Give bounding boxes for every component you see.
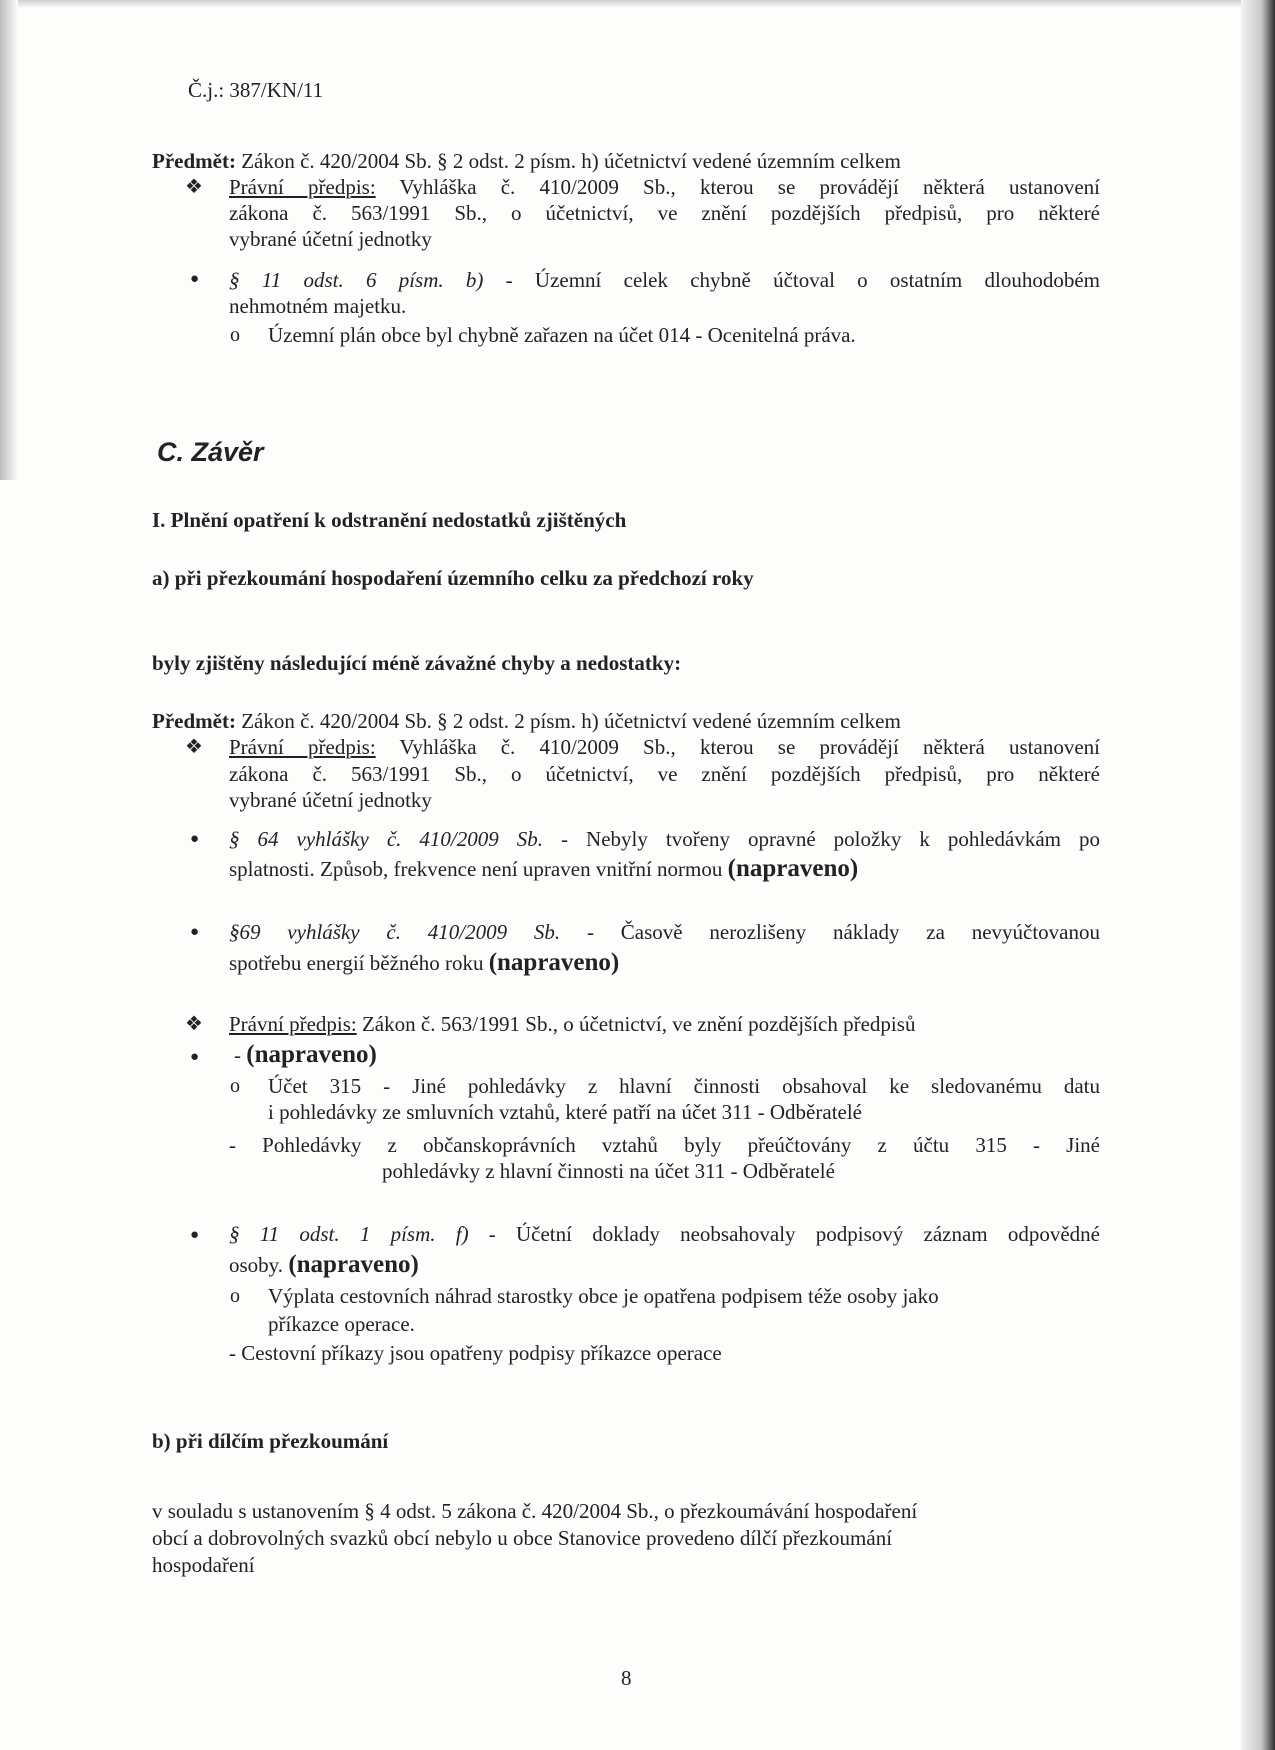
legal-basis-2: Právní předpis: Vyhláška č. 410/2009 Sb., kterou se provádějí některá ustanovení <box>229 735 1100 759</box>
bullet-icon: ● <box>190 1227 200 1243</box>
heading-b: b) při dílčím přezkoumání <box>152 1429 389 1453</box>
heading-i: I. Plnění opatření k odstranění nedostatků zjištěných <box>152 508 627 532</box>
reference-number: Č.j.: 387/KN/11 <box>188 78 324 102</box>
status-remedied: (napraveno) <box>246 1041 377 1068</box>
finding-4-remedy: - Pohledávky z občanskoprávních vztahů byly přeúčtovány z účtu 315 - Jiné <box>229 1133 1100 1157</box>
closing-paragraph-line-3: hospodaření <box>152 1553 255 1577</box>
closing-paragraph-line-2: obcí a dobrovolných svazků obcí nebylo u obce Stanovice provedeno dílčí přezkoumání <box>152 1526 893 1550</box>
legal-basis-1: Právní předpis: Vyhláška č. 410/2009 Sb., kterou se provádějí některá ustanovení <box>229 175 1100 199</box>
finding-5: § 11 odst. 1 písm. f) - Účetní doklady neobsahovaly podpisový záznam odpovědné <box>229 1222 1100 1246</box>
finding-1: § 11 odst. 6 písm. b) - Územní celek chybně účtoval o ostatním dlouhodobém <box>229 268 1100 292</box>
finding-5-line-2: osoby. (napraveno) <box>229 1251 419 1278</box>
bullet-icon: ● <box>190 831 200 847</box>
finding-2-line-2: splatnosti. Způsob, frekvence není upraven vnitřní normou (napraveno) <box>229 855 859 882</box>
finding-4: - (napraveno) <box>234 1041 377 1068</box>
diamond-bullet-icon: ❖ <box>185 176 203 198</box>
diamond-bullet-icon: ❖ <box>185 736 203 758</box>
legal-basis-2-line-3: vybrané účetní jednotky <box>229 788 432 812</box>
finding-4-detail: Účet 315 - Jiné pohledávky z hlavní činnosti obsahoval ke sledovanému datu <box>268 1074 1100 1098</box>
finding-1-detail: Územní plán obce byl chybně zařazen na účet 014 - Ocenitelná práva. <box>268 323 856 347</box>
legal-basis-3: Právní předpis: Zákon č. 563/1991 Sb., o účetnictví, ve znění pozdějších předpisů <box>229 1012 916 1036</box>
scan-edge-top <box>0 0 1275 8</box>
status-remedied: (napraveno) <box>488 949 620 976</box>
circle-bullet-icon: o <box>230 1285 240 1307</box>
scan-edge-right <box>1241 0 1275 1750</box>
legal-basis-2-line-2: zákona č. 563/1991 Sb., o účetnictví, ve znění pozdějších předpisů, pro některé <box>229 762 1100 786</box>
finding-5-detail-line-2: příkazce operace. <box>268 1312 415 1336</box>
finding-4-remedy-line-2: pohledávky z hlavní činnosti na účet 311 - Odběratelé <box>382 1159 835 1183</box>
circle-bullet-icon: o <box>230 324 240 346</box>
finding-3: §69 vyhlášky č. 410/2009 Sb. - Časově nerozlišeny náklady za nevyúčtovanou <box>229 920 1100 944</box>
finding-2: § 64 vyhlášky č. 410/2009 Sb. - Nebyly tvořeny opravné položky k pohledávkám po <box>229 827 1100 851</box>
finding-4-detail-line-2: i pohledávky ze smluvních vztahů, které patří na účet 311 - Odběratelé <box>268 1100 862 1124</box>
circle-bullet-icon: o <box>230 1075 240 1097</box>
legal-basis-1-line-3: vybrané účetní jednotky <box>229 227 432 251</box>
bullet-icon: ● <box>190 924 200 940</box>
subject-line-1: Předmět: Zákon č. 420/2004 Sb. § 2 odst. 2 písm. h) účetnictví vedené územním celkem <box>152 149 901 173</box>
legal-basis-1-line-2: zákona č. 563/1991 Sb., o účetnictví, ve znění pozdějších předpisů, pro některé <box>229 201 1100 225</box>
bullet-icon: ● <box>190 271 200 287</box>
heading-a: a) při přezkoumání hospodaření územního celku za předchozí roky <box>152 566 754 590</box>
closing-paragraph-line-1: v souladu s ustanovením § 4 odst. 5 zákona č. 420/2004 Sb., o přezkoumávání hospodaření <box>152 1499 918 1523</box>
finding-5-detail: Výplata cestovních náhrad starostky obce je opatřena podpisem téže osoby jako <box>268 1284 939 1308</box>
status-remedied: (napraveno) <box>727 855 859 882</box>
finding-5-remedy: - Cestovní příkazy jsou opatřeny podpisy příkazce operace <box>229 1341 722 1365</box>
finding-3-line-2: spotřebu energií běžného roku (napraveno) <box>229 949 620 976</box>
bullet-icon: ● <box>190 1049 200 1065</box>
status-remedied: (napraveno) <box>288 1251 419 1278</box>
heading-findings: byly zjištěny následující méně závažné chyby a nedostatky: <box>152 651 682 675</box>
scan-edge-left <box>0 0 18 480</box>
diamond-bullet-icon: ❖ <box>185 1013 203 1035</box>
page-number: 8 <box>621 1666 632 1690</box>
finding-1-line-2: nehmotném majetku. <box>229 294 407 318</box>
section-heading-c: C. Závěr <box>157 437 264 467</box>
subject-line-2: Předmět: Zákon č. 420/2004 Sb. § 2 odst. 2 písm. h) účetnictví vedené územním celkem <box>152 709 901 733</box>
